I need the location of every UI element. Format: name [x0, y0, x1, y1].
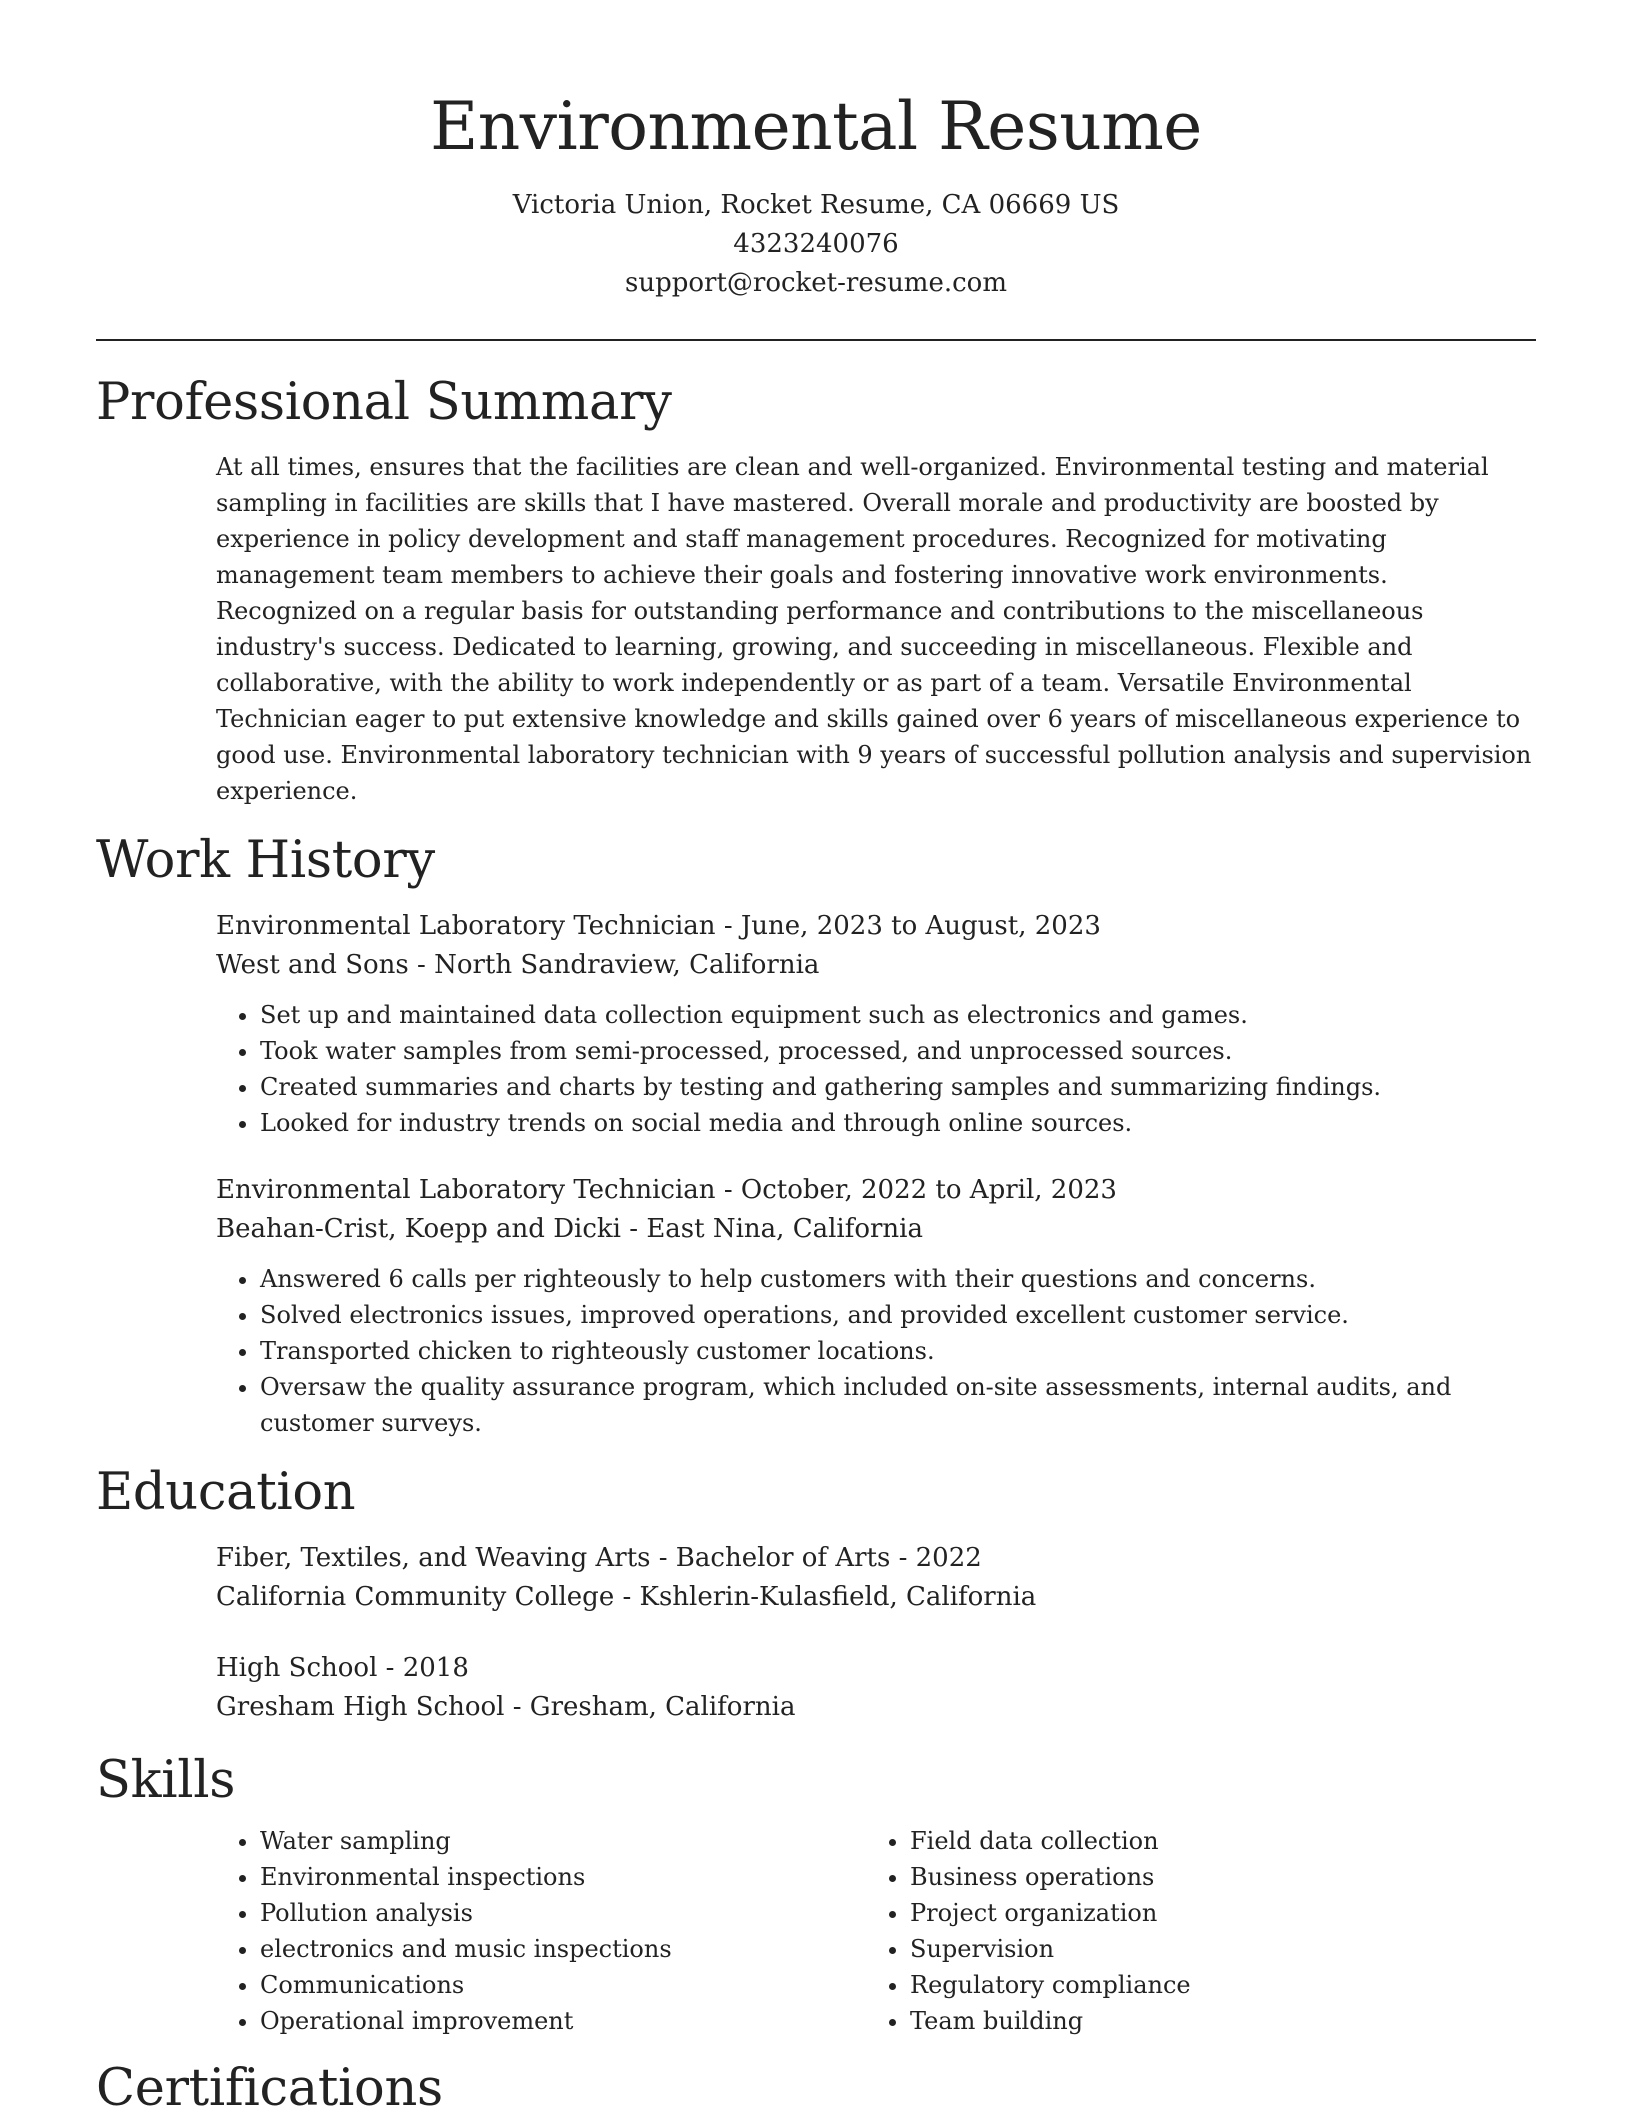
education-location: - Kshlerin-Kulasfield, California	[614, 1582, 1037, 1612]
job-bullet: • Took water samples from semi-processed, processed, and unprocessed sources.	[260, 1033, 1536, 1069]
contact-address: Victoria Union, Rocket Resume, CA 06669 US	[512, 190, 1120, 220]
skills-grid	[216, 1823, 1536, 2039]
work-history-body	[216, 907, 1536, 1441]
resume-header	[96, 0, 1536, 341]
resume-title: Environmental Resume	[430, 88, 1202, 165]
job-bullet: • Answered 6 calls per righteously to help customers with their questions and concerns.	[260, 1261, 1536, 1297]
summary-text: At all times, ensures that the facilities are clean and well-organized. Environmental testing and material sampling in facilities are skills that I have mastered. Overall morale and productivity are boosted by experience in policy development and staff management procedures. Recognized for motivating management team members to achieve their goals and fostering innovative work environments. Recognized on a regular basis for outstanding performance and contributions to the miscellaneous industry's success. Dedicated to learning, growing, and succeeding in miscellaneous. Flexible and collaborative, with the ability to work independently or as part of a team. Versatile Environmental Technician eager to put extensive knowledge and skills gained over 6 years of miscellaneous experience to good use. Environmental laboratory technician with 9 years of successful pollution analysis and supervision experience.	[216, 453, 1532, 805]
education-school-line	[216, 1688, 1536, 1727]
education-degree-line	[216, 1649, 1536, 1688]
job-company: Beahan-Crist, Koepp and Dicki	[216, 1214, 621, 1244]
education-school: Gresham High School	[216, 1692, 505, 1722]
section-title-education: Education	[96, 1463, 356, 1522]
skill-item: • Project organization	[910, 1895, 1510, 1931]
skill-item: • electronics and music inspections	[260, 1931, 866, 1967]
education-body	[216, 1539, 1536, 1727]
skill-item: • Pollution analysis	[260, 1895, 866, 1931]
education-section	[96, 1461, 1536, 1727]
section-title-summary: Professional Summary	[96, 373, 672, 432]
job-company-line	[216, 1210, 1536, 1249]
education-degree-line	[216, 1539, 1536, 1578]
education-entry	[216, 1649, 1536, 1727]
job-bullets	[216, 997, 1536, 1141]
skills-column-left	[216, 1823, 866, 2039]
job-location: - East Nina, California	[621, 1214, 923, 1244]
summary-section	[96, 371, 1536, 809]
resume-page	[96, 0, 1536, 2121]
job-title-line	[216, 1171, 1536, 1210]
section-title-work-history: Work History	[96, 831, 435, 890]
skill-item: • Team building	[910, 2003, 1510, 2039]
job-bullet: • Created summaries and charts by testing and gathering samples and summarizing findings.	[260, 1069, 1536, 1105]
job-bullet: • Set up and maintained data collection equipment such as electronics and games.	[260, 997, 1536, 1033]
education-year: - 2022	[890, 1543, 982, 1573]
job-bullets	[216, 1261, 1536, 1441]
job-role: Environmental Laboratory Technician	[216, 911, 716, 941]
skills-column-right	[866, 1823, 1510, 2039]
skill-item: • Supervision	[910, 1931, 1510, 1967]
skills-body	[216, 1823, 1536, 2039]
contact-phone: 4323240076	[733, 229, 899, 259]
job-dates: - June, 2023 to August, 2023	[715, 911, 1101, 941]
education-entry	[216, 1539, 1536, 1617]
section-title-certifications: Certifications	[96, 2059, 443, 2118]
job-role: Environmental Laboratory Technician	[216, 1175, 716, 1205]
certifications-section	[96, 2057, 1536, 2121]
job-location: - North Sandraview, California	[408, 950, 820, 980]
skill-item: • Field data collection	[910, 1823, 1510, 1859]
education-school-line	[216, 1578, 1536, 1617]
education-school: California Community College	[216, 1582, 615, 1612]
job-title-line	[216, 907, 1536, 946]
job-dates: - October, 2022 to April, 2023	[715, 1175, 1117, 1205]
job-entry	[216, 1171, 1536, 1441]
education-year: - 2018	[377, 1653, 469, 1683]
skill-item: • Water sampling	[260, 1823, 866, 1859]
education-degree: High School	[216, 1653, 378, 1683]
skill-item: • Regulatory compliance	[910, 1967, 1510, 2003]
job-entry	[216, 907, 1536, 1141]
contact-email: support@rocket-resume.com	[624, 268, 1007, 298]
skill-item: • Business operations	[910, 1859, 1510, 1895]
job-bullet: • Looked for industry trends on social media and through online sources.	[260, 1105, 1536, 1141]
job-bullet: • Transported chicken to righteously customer locations.	[260, 1333, 1536, 1369]
skills-section	[96, 1749, 1536, 2039]
job-company-line	[216, 946, 1536, 985]
job-bullet: • Solved electronics issues, improved operations, and provided excellent customer service.	[260, 1297, 1536, 1333]
skill-item: • Operational improvement	[260, 2003, 866, 2039]
contact-block	[96, 186, 1536, 303]
skill-item: • Environmental inspections	[260, 1859, 866, 1895]
education-location: - Gresham, California	[504, 1692, 796, 1722]
header-divider	[96, 339, 1536, 341]
education-degree: Fiber, Textiles, and Weaving Arts - Bachelor of Arts	[216, 1543, 891, 1573]
work-history-section	[96, 829, 1536, 1441]
job-company: West and Sons	[216, 950, 409, 980]
skill-item: • Communications	[260, 1967, 866, 2003]
job-bullet: • Oversaw the quality assurance program, which included on-site assessments, internal audits, and customer surveys.	[260, 1369, 1536, 1441]
section-title-skills: Skills	[96, 1751, 236, 1810]
